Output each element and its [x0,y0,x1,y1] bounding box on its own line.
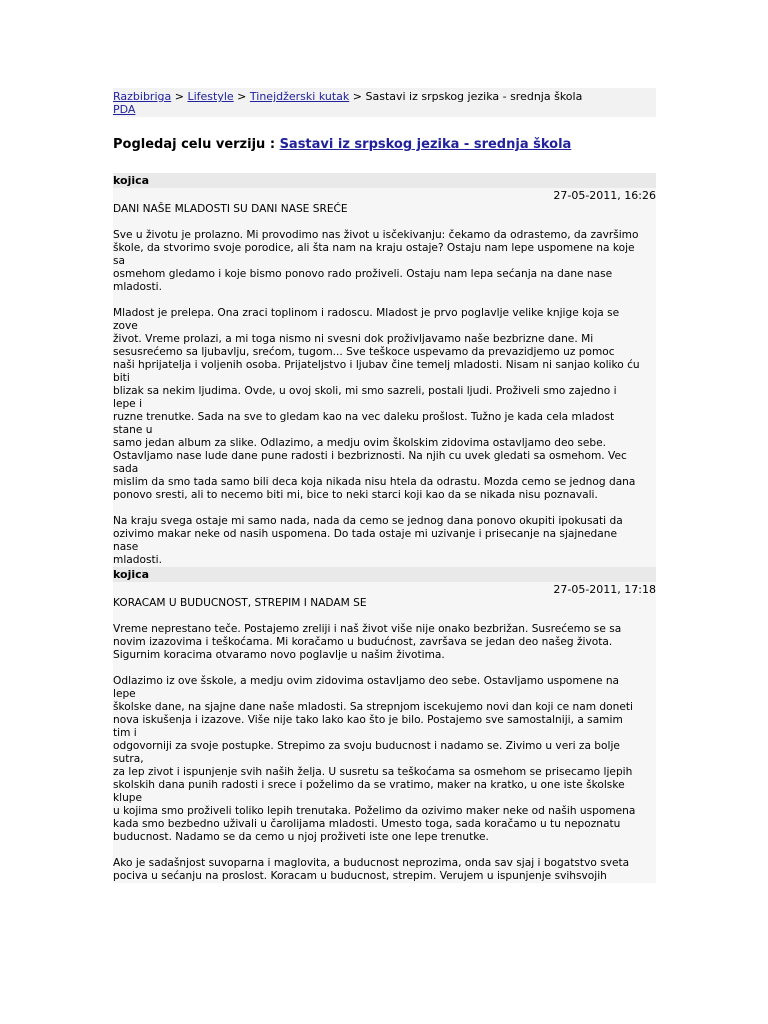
post-author: kojica [113,173,656,188]
post-author: kojica [113,567,656,582]
page-content [113,88,656,883]
breadcrumb-separator: > [352,90,362,103]
post-date: 27-05-2011, 17:18 [113,582,656,597]
post-paragraph: Sve u životu je prolazno. Mi provodimo nas život u isčekivanju: čekamo da odrastemo, da završimo škole, da stvorimo svoje porodice, ali šta nam na kraju ostaje? Ostaju nam lepe uspomene na koje sa osmehom gledamo i koje bismo ponovo rado proživeli. Ostaju nam lepa sećanja na dane nase mladosti. [113,229,639,293]
post-body [113,203,656,567]
post-paragraph: Vreme neprestano teče. Postajemo zreliji i naš život više nije onako bezbrižan. Susrećemo se sa novim izazovima i teškoćama. Mi koračamo u budućnost, završava se jedan deo našeg života. Sigurnim koracima otvaramo novo poglavlje u našim životima. [113,623,622,661]
post [113,173,656,567]
post-paragraph: Na kraju svega ostaje mi samo nada, nada da cemo se jednog dana ponovo okupiti ipokusati da ozivimo makar neke od nasih uspomena. Do tada ostaje mi uzivanje i prisecanje na sjajnedane nase mladosti. [113,515,623,566]
full-version-line [113,137,656,153]
post-body [113,597,656,883]
post-paragraph: Odlazimo iz ove šskole, a medju ovim zidovima ostavljamo deo sebe. Ostavljamo uspomene na lepe školske dane, na sjajne dane naše mladosti. Sa strepnjom iscekujemo novi dan koji ce nam doneti nova iskušenja i izazove. Više nije tako lako kao što je bilo. Postajemo sve samostalniji, a samim tim i odgovorniji za svoje postupke. Strepimo za svoju buducnost i nadamo se. Zivimo u veri za bolje sutra, za lep zivot i ispunjenje svih naših želja. U susretu sa teškoćama sa osmehom se prisecamo ljepih skolskih dana punih radosti i srece i poželimo da se vratimo, maker na kratko, u one iste školske klupe u kojima smo proživeli toliko lepih trenutaka. Poželimo da ozivimo maker neke od naših uspomena kada smo bezbedno uživali u čarolijama mladosti. Umesto toga, sada koračamo u tu nepoznatu buducnost. Nadamo se da cemo u njoj proživeti iste one lepe trenutke. [113,675,636,843]
breadcrumb [113,88,656,117]
post-paragraph: Mladost je prelepa. Ona zraci toplinom i radoscu. Mladost je prvo poglavlje velike knjige koja se zove život. Vreme prolazi, a mi toga nismo ni svesni dok proživljavamo naše bezbrizne dane. Mi sesusrećemo sa ljubavlju, srećom, tugom... Sve teškoce uspevamo da prevazidjemo uz pomoc naši hprijatelja i voljenih osoba. Prijateljstvo i ljubav čine temelj mladosti. Nisam ni sanjao koliko ću biti blizak sa nekim ljudima. Ovde, u ovoj skoli, mi smo sazreli, postali ljudi. Proživeli smo zajedno i lepe i ruzne trenutke. Sada na sve to gledam kao na vec daleku prošlost. Tužno je kada cela mladost stane u samo jedan album za slike. Odlazimo, a medju ovim školskim zidovima ostavljamo deo sebe. Ostavljamo nase lude dane pune radosti i bezbriznosti. Na njih cu uvek gledati sa osmehom. Vec sada mislim da smo tada samo bili deca koja nikada nisu htela da odrastu. Mozda cemo se jednog dana ponovo sresti, ali to necemo biti mi, bice to neki starci koji kao da se nikada nisu poznavali. [113,307,640,501]
pda-link[interactable]: PDA [113,103,136,116]
post-date: 27-05-2011, 16:26 [113,188,656,203]
post-paragraph: Ako je sadašnjost suvoparna i maglovita, a buducnost neprozima, onda sav sjaj i bogatstvo sveta pociva u sećanju na proslost. Koracam u buducnost, strepim. Verujem u ispunjenje svihsvojih [113,857,630,882]
breadcrumb-separator: > [237,90,247,103]
full-version-link[interactable]: Sastavi iz srpskog jezika - srednja škola [279,137,572,152]
post [113,567,656,883]
breadcrumb-separator: > [174,90,184,103]
post-title: DANI NAŠE MLADOSTI SU DANI NASE SREĆE [113,203,348,215]
full-version-prefix: Pogledaj celu verziju : [113,137,276,152]
post-title: KORACAM U BUDUCNOST, STREPIM I NADAM SE [113,597,367,609]
breadcrumb-current: Sastavi iz srpskog jezika - srednja škola [365,90,583,103]
breadcrumb-link-tinejdzerski-kutak[interactable]: Tinejdžerski kutak [249,90,350,103]
breadcrumb-link-razbibriga[interactable]: Razbibriga [113,90,172,103]
breadcrumb-link-lifestyle[interactable]: Lifestyle [187,90,234,103]
